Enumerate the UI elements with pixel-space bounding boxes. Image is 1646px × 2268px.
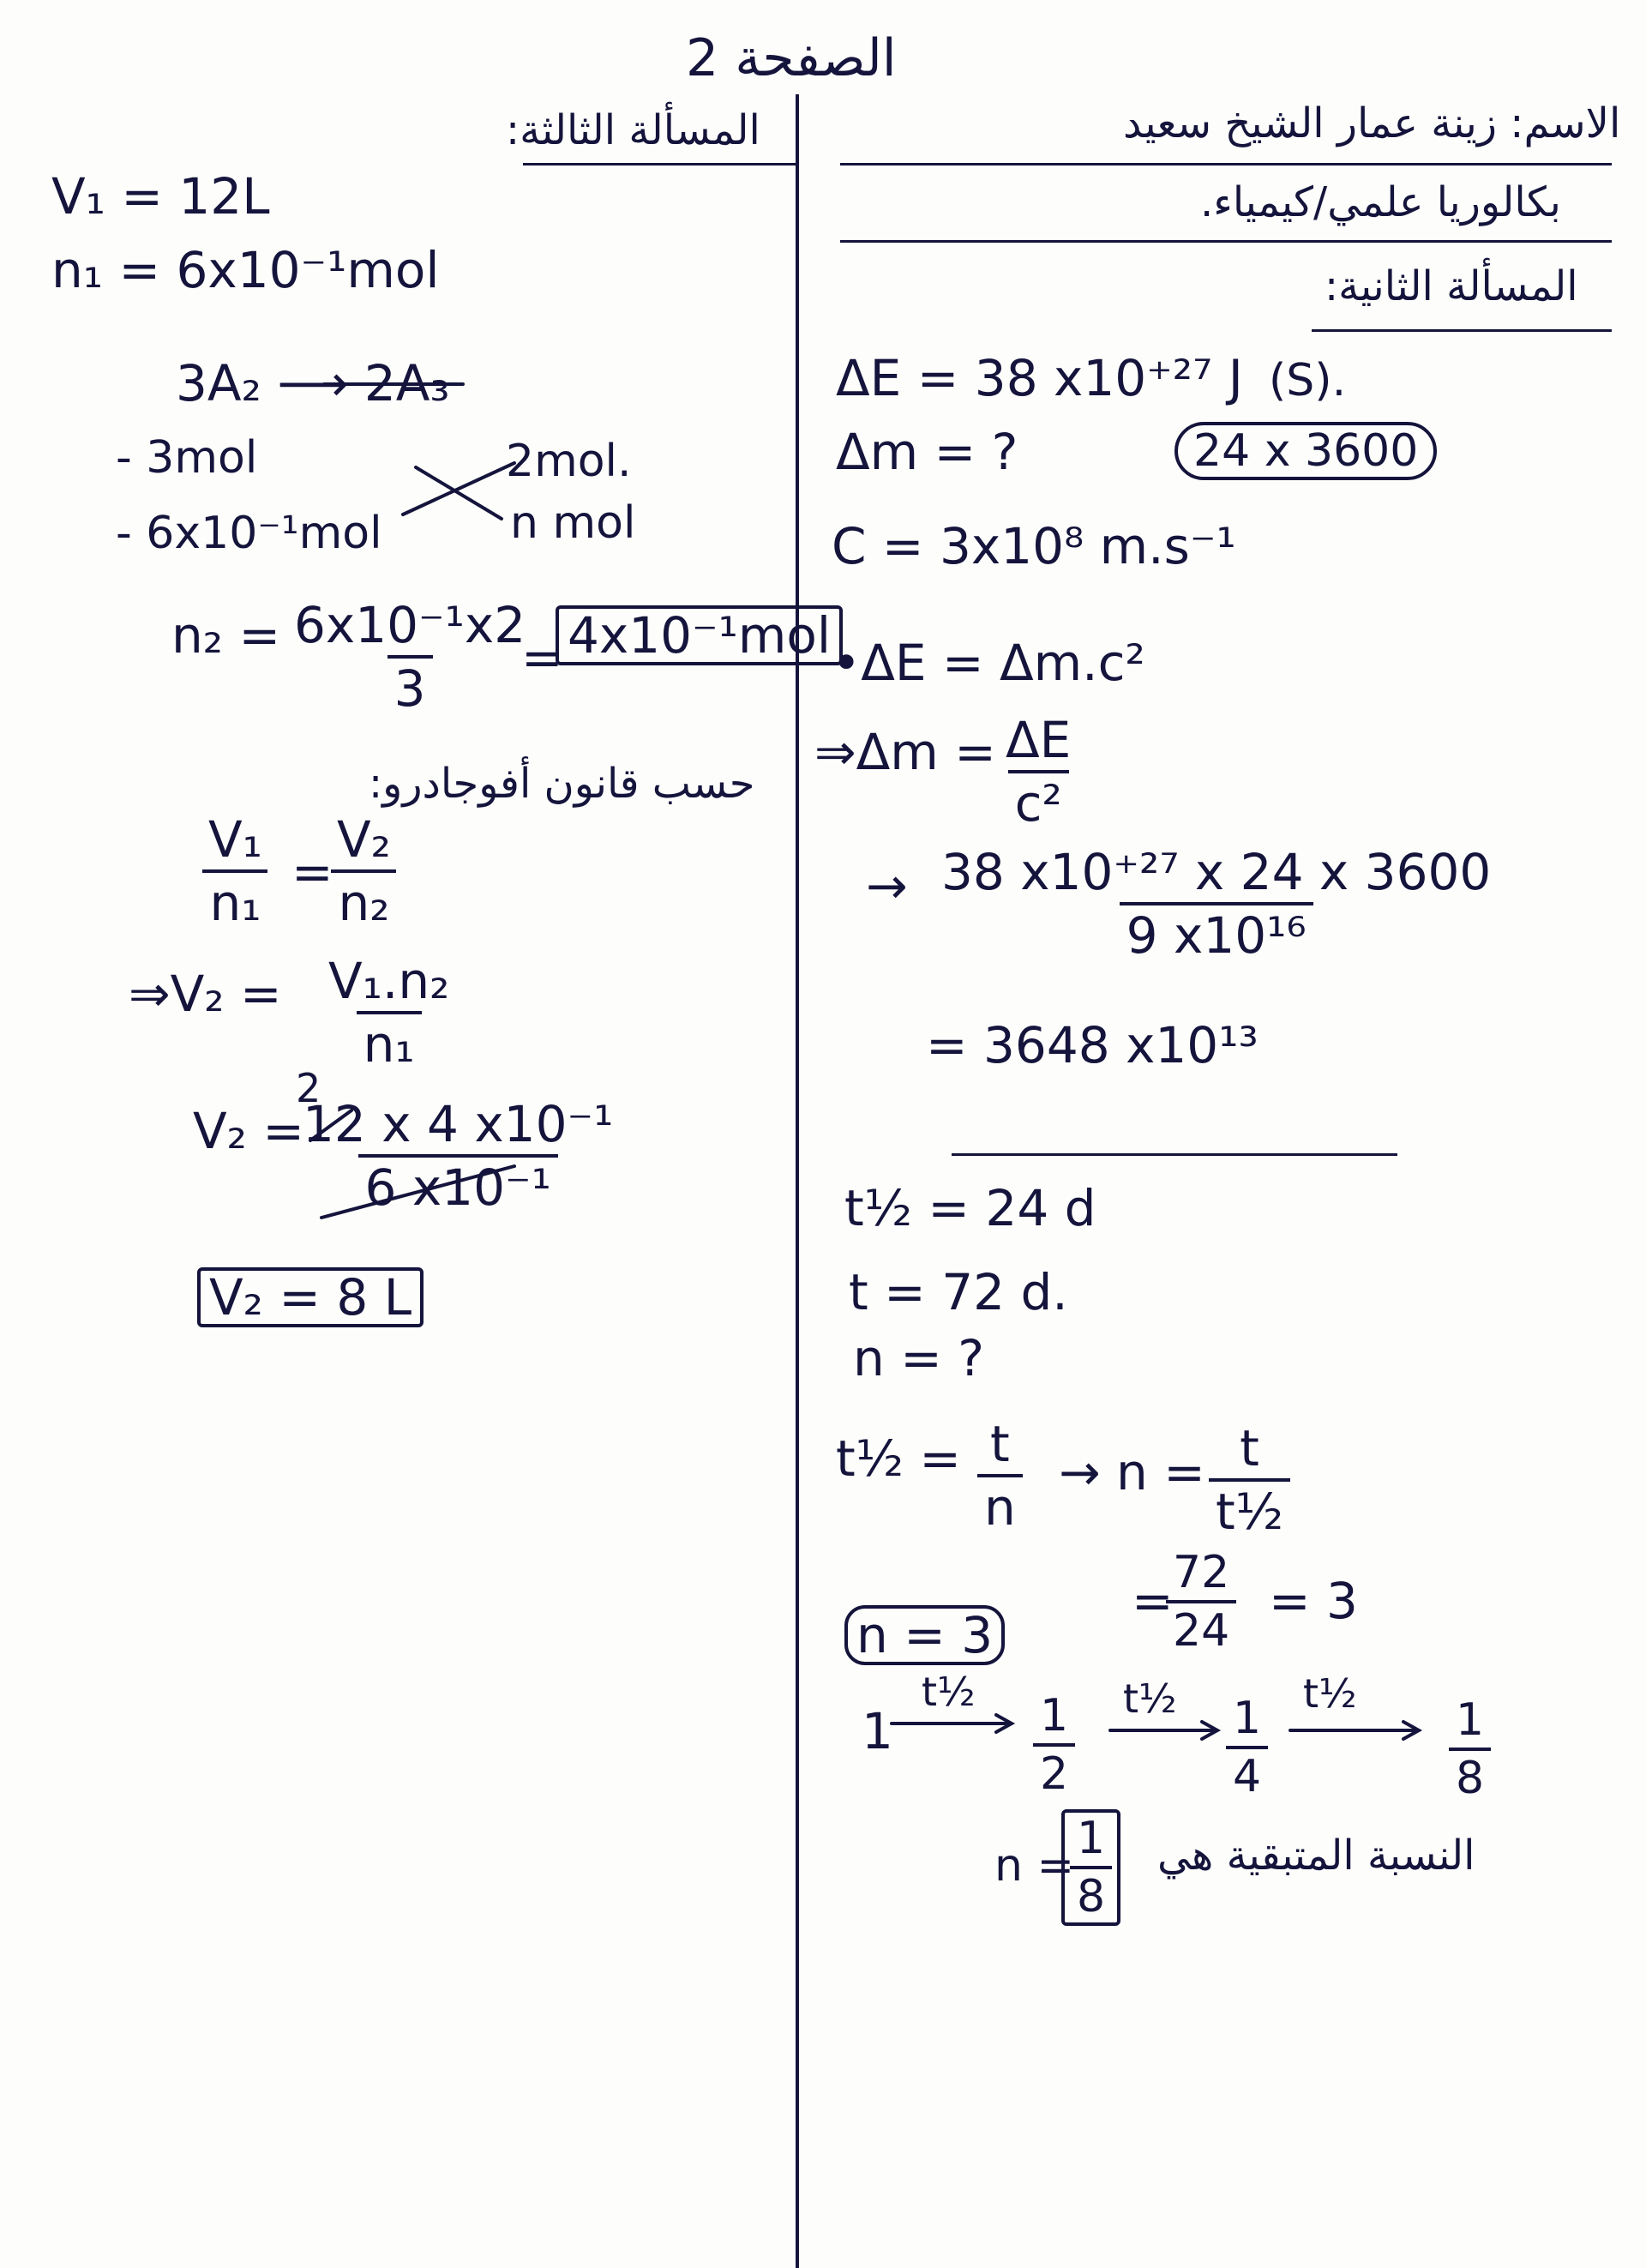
question-three-title: المسألة الثالثة: xyxy=(506,106,760,154)
strike-twelve xyxy=(310,1110,351,1140)
evaluation-result: = 3 xyxy=(1269,1572,1358,1630)
half-life-given: t½ = 24 d xyxy=(844,1179,1096,1237)
light-speed-given: C = 3x10⁸ m.s⁻¹ xyxy=(832,517,1236,575)
stoich-row1-left: - 3mol xyxy=(116,432,258,484)
decay-arrow-2 xyxy=(1110,1722,1217,1739)
evaluation-numerator: 72 xyxy=(1173,1547,1230,1598)
given-v1: V₁ = 12L xyxy=(51,167,270,226)
mass-unknown: Δm = ? xyxy=(836,423,1018,481)
question-two-title: المسألة الثانية: xyxy=(1325,262,1578,310)
halvings-unknown: n = ? xyxy=(853,1329,985,1387)
n2-result-box: 4x10⁻¹mol xyxy=(556,605,843,665)
mass-formula-denominator: c² xyxy=(1008,770,1069,828)
final-ratio-denominator: 8 xyxy=(1070,1866,1112,1919)
avogadro-law-label: حسب قانون أفوجادرو: xyxy=(369,760,755,808)
ratio-equals: = xyxy=(291,843,333,901)
remaining-ratio-label: النسبة المتبقية هي xyxy=(1157,1832,1475,1880)
final-ratio-numerator: 1 xyxy=(1077,1813,1106,1864)
cancel-mark: 2 xyxy=(296,1065,321,1111)
ratio-left-numerator: V₁ xyxy=(208,810,262,869)
relation-numerator: t xyxy=(990,1415,1010,1473)
evaluation-equals: = xyxy=(1132,1572,1174,1630)
decay-arrow-1 xyxy=(892,1715,1012,1732)
v2-formula-denominator: n₁ xyxy=(357,1011,422,1069)
relation-label: t½ = xyxy=(836,1429,961,1488)
relation-solved-numerator: t xyxy=(1240,1419,1259,1477)
v2-formula-numerator: V₁.n₂ xyxy=(328,952,450,1010)
mass-calculation-result: = 3648 x10¹³ xyxy=(926,1016,1259,1074)
n2-numerator: 6x10⁻¹x2 xyxy=(294,596,526,654)
n2-denominator: 3 xyxy=(387,655,433,713)
v2-formula-label: ⇒V₂ = xyxy=(129,965,282,1023)
page-label: الصفحة 2 xyxy=(686,28,897,88)
decay-chain-start: 1 xyxy=(862,1702,893,1760)
decay-fraction-half-denominator: 2 xyxy=(1033,1743,1075,1796)
ratio-right-denominator: n₂ xyxy=(331,869,396,928)
mass-energy-formula: •ΔE = Δm.c² xyxy=(832,634,1145,692)
stoich-row1-right: 2mol. xyxy=(506,436,632,487)
decay-step-label-1: t½ xyxy=(922,1669,976,1715)
ratio-right-numerator: V₂ xyxy=(337,810,391,869)
final-ratio-label: n = xyxy=(994,1840,1075,1892)
relation-solved-denominator: t½ xyxy=(1209,1478,1290,1537)
ratio-left-denominator: n₁ xyxy=(202,869,267,928)
decay-step-label-2: t½ xyxy=(1123,1675,1177,1722)
reaction-equation: 3A₂ ⟶ 2A₃ xyxy=(176,354,450,412)
mass-calculation-numerator: 38 x10⁺²⁷ x 24 x 3600 xyxy=(941,843,1492,901)
n2-equals: = xyxy=(521,629,563,687)
stoich-row2-left: - 6x10⁻¹mol xyxy=(116,508,382,559)
energy-given: ΔE = 38 x10⁺²⁷ J xyxy=(836,349,1243,407)
evaluation-denominator: 24 xyxy=(1166,1600,1236,1653)
stoich-row2-right: n mol xyxy=(510,497,636,549)
decay-fraction-quarter-numerator: 1 xyxy=(1233,1693,1262,1744)
relation-denominator: n xyxy=(977,1474,1023,1532)
decay-fraction-half-numerator: 1 xyxy=(1040,1690,1069,1742)
given-n1: n₁ = 6x10⁻¹mol xyxy=(51,241,440,299)
v2-substitution-denominator: 6 x10⁻¹ xyxy=(358,1154,558,1212)
energy-unit-note: (S). xyxy=(1269,355,1347,406)
v2-substitution-label: V₂ = xyxy=(193,1102,304,1160)
decay-arrow-3 xyxy=(1290,1722,1419,1739)
v2-substitution-numerator: 12 x 4 x10⁻¹ xyxy=(303,1095,614,1153)
decay-fraction-eighth-numerator: 1 xyxy=(1456,1694,1485,1746)
strike-denominator xyxy=(321,1166,514,1218)
mass-formula-label: ⇒Δm = xyxy=(814,723,996,781)
mass-calculation-denominator: 9 x10¹⁶ xyxy=(1120,902,1313,960)
calc-arrow: → xyxy=(866,857,908,915)
student-name: الاسم: زينة عمار الشيخ سعيد xyxy=(1123,99,1621,147)
decay-fraction-eighth-denominator: 8 xyxy=(1449,1748,1491,1801)
time-given: t = 72 d. xyxy=(849,1263,1068,1321)
grade-line: بكالوريا علمي/كيمياء. xyxy=(1200,178,1561,226)
mass-formula-numerator: ΔE xyxy=(1006,711,1072,769)
seconds-conversion-note: 24 x 3600 xyxy=(1174,422,1437,480)
decay-fraction-quarter-denominator: 4 xyxy=(1226,1746,1268,1799)
decay-step-label-3: t½ xyxy=(1303,1670,1357,1717)
relation-arrow: → n = xyxy=(1059,1443,1205,1501)
n2-label: n₂ = xyxy=(171,606,281,665)
halvings-result-box: n = 3 xyxy=(844,1605,1005,1665)
v2-result-box: V₂ = 8 L xyxy=(197,1267,424,1327)
